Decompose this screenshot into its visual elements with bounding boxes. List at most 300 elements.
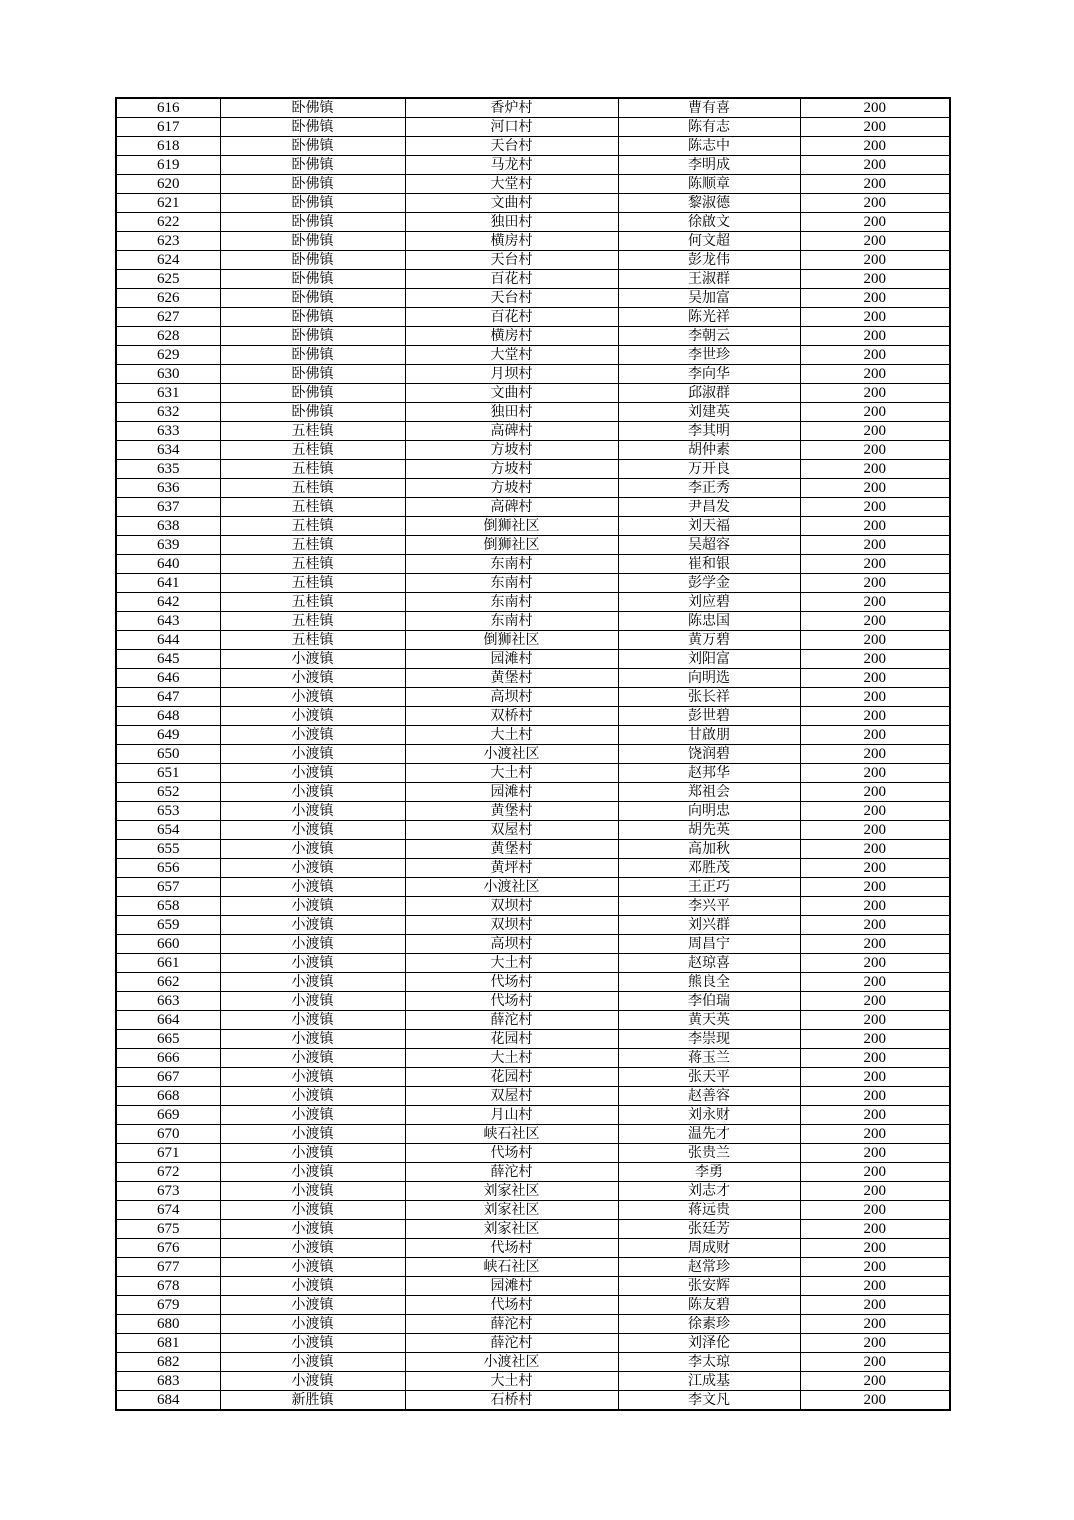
town-cell: 小渡镇 xyxy=(220,1125,405,1144)
table-row xyxy=(116,574,950,593)
village-cell: 独田村 xyxy=(405,213,618,232)
name-cell: 黄万碧 xyxy=(618,631,800,650)
row-number-cell: 644 xyxy=(116,631,220,650)
amount-cell: 200 xyxy=(800,365,950,384)
amount-cell: 200 xyxy=(800,384,950,403)
village-cell: 东南村 xyxy=(405,612,618,631)
village-cell: 文曲村 xyxy=(405,384,618,403)
village-cell: 河口村 xyxy=(405,118,618,137)
table-row xyxy=(116,840,950,859)
name-cell: 曹有喜 xyxy=(618,98,800,118)
table-row xyxy=(116,346,950,365)
village-cell: 代场村 xyxy=(405,992,618,1011)
village-cell: 东南村 xyxy=(405,555,618,574)
table-row xyxy=(116,232,950,251)
table-row xyxy=(116,1277,950,1296)
village-cell: 花园村 xyxy=(405,1030,618,1049)
row-number-cell: 641 xyxy=(116,574,220,593)
row-number-cell: 645 xyxy=(116,650,220,669)
table-row xyxy=(116,517,950,536)
village-cell: 天台村 xyxy=(405,251,618,270)
town-cell: 卧佛镇 xyxy=(220,327,405,346)
row-number-cell: 624 xyxy=(116,251,220,270)
table-row xyxy=(116,593,950,612)
town-cell: 卧佛镇 xyxy=(220,346,405,365)
row-number-cell: 672 xyxy=(116,1163,220,1182)
table-body xyxy=(116,98,950,1410)
row-number-cell: 633 xyxy=(116,422,220,441)
name-cell: 刘天福 xyxy=(618,517,800,536)
village-cell: 天台村 xyxy=(405,289,618,308)
table-row xyxy=(116,1144,950,1163)
table-row xyxy=(116,1220,950,1239)
amount-cell: 200 xyxy=(800,1391,950,1411)
row-number-cell: 637 xyxy=(116,498,220,517)
town-cell: 小渡镇 xyxy=(220,783,405,802)
amount-cell: 200 xyxy=(800,1296,950,1315)
name-cell: 刘志才 xyxy=(618,1182,800,1201)
town-cell: 小渡镇 xyxy=(220,1296,405,1315)
town-cell: 小渡镇 xyxy=(220,1334,405,1353)
amount-cell: 200 xyxy=(800,1125,950,1144)
row-number-cell: 642 xyxy=(116,593,220,612)
table-row xyxy=(116,327,950,346)
amount-cell: 200 xyxy=(800,1030,950,1049)
row-number-cell: 627 xyxy=(116,308,220,327)
name-cell: 张天平 xyxy=(618,1068,800,1087)
row-number-cell: 655 xyxy=(116,840,220,859)
name-cell: 高加秋 xyxy=(618,840,800,859)
name-cell: 陈顺章 xyxy=(618,175,800,194)
amount-cell: 200 xyxy=(800,574,950,593)
town-cell: 小渡镇 xyxy=(220,1163,405,1182)
village-cell: 月山村 xyxy=(405,1106,618,1125)
town-cell: 卧佛镇 xyxy=(220,251,405,270)
row-number-cell: 661 xyxy=(116,954,220,973)
name-cell: 周昌宁 xyxy=(618,935,800,954)
amount-cell: 200 xyxy=(800,1087,950,1106)
amount-cell: 200 xyxy=(800,1220,950,1239)
town-cell: 小渡镇 xyxy=(220,1353,405,1372)
row-number-cell: 648 xyxy=(116,707,220,726)
table-row xyxy=(116,251,950,270)
row-number-cell: 679 xyxy=(116,1296,220,1315)
name-cell: 刘阳富 xyxy=(618,650,800,669)
village-cell: 大堂村 xyxy=(405,175,618,194)
table-row xyxy=(116,669,950,688)
name-cell: 张廷芳 xyxy=(618,1220,800,1239)
table-row xyxy=(116,1391,950,1411)
name-cell: 李朝云 xyxy=(618,327,800,346)
table-row xyxy=(116,479,950,498)
table-row xyxy=(116,1068,950,1087)
village-cell: 百花村 xyxy=(405,270,618,289)
town-cell: 小渡镇 xyxy=(220,764,405,783)
village-cell: 方坡村 xyxy=(405,460,618,479)
row-number-cell: 620 xyxy=(116,175,220,194)
amount-cell: 200 xyxy=(800,973,950,992)
row-number-cell: 639 xyxy=(116,536,220,555)
table-row xyxy=(116,175,950,194)
village-cell: 横房村 xyxy=(405,327,618,346)
town-cell: 小渡镇 xyxy=(220,916,405,935)
table-row xyxy=(116,1011,950,1030)
table-row xyxy=(116,1353,950,1372)
town-cell: 五桂镇 xyxy=(220,479,405,498)
row-number-cell: 662 xyxy=(116,973,220,992)
row-number-cell: 652 xyxy=(116,783,220,802)
table-row xyxy=(116,1296,950,1315)
name-cell: 周成财 xyxy=(618,1239,800,1258)
town-cell: 小渡镇 xyxy=(220,1087,405,1106)
name-cell: 李太琼 xyxy=(618,1353,800,1372)
table-row xyxy=(116,194,950,213)
village-cell: 东南村 xyxy=(405,593,618,612)
table-row xyxy=(116,1334,950,1353)
town-cell: 小渡镇 xyxy=(220,973,405,992)
village-cell: 高坝村 xyxy=(405,935,618,954)
town-cell: 卧佛镇 xyxy=(220,289,405,308)
row-number-cell: 657 xyxy=(116,878,220,897)
village-cell: 峡石社区 xyxy=(405,1125,618,1144)
amount-cell: 200 xyxy=(800,517,950,536)
village-cell: 峡石社区 xyxy=(405,1258,618,1277)
table-row xyxy=(116,1106,950,1125)
town-cell: 五桂镇 xyxy=(220,612,405,631)
town-cell: 五桂镇 xyxy=(220,517,405,536)
village-cell: 薛沱村 xyxy=(405,1163,618,1182)
town-cell: 卧佛镇 xyxy=(220,384,405,403)
town-cell: 卧佛镇 xyxy=(220,403,405,422)
name-cell: 赵琼喜 xyxy=(618,954,800,973)
town-cell: 卧佛镇 xyxy=(220,98,405,118)
town-cell: 小渡镇 xyxy=(220,992,405,1011)
amount-cell: 200 xyxy=(800,688,950,707)
name-cell: 李伯瑞 xyxy=(618,992,800,1011)
village-cell: 代场村 xyxy=(405,1296,618,1315)
village-cell: 双屋村 xyxy=(405,1087,618,1106)
village-cell: 倒狮社区 xyxy=(405,536,618,555)
town-cell: 小渡镇 xyxy=(220,1277,405,1296)
table-row xyxy=(116,137,950,156)
amount-cell: 200 xyxy=(800,460,950,479)
amount-cell: 200 xyxy=(800,1277,950,1296)
name-cell: 彭世碧 xyxy=(618,707,800,726)
town-cell: 小渡镇 xyxy=(220,745,405,764)
table-row xyxy=(116,289,950,308)
row-number-cell: 618 xyxy=(116,137,220,156)
village-cell: 方坡村 xyxy=(405,441,618,460)
table-row xyxy=(116,1049,950,1068)
town-cell: 小渡镇 xyxy=(220,878,405,897)
town-cell: 小渡镇 xyxy=(220,1201,405,1220)
village-cell: 小渡社区 xyxy=(405,745,618,764)
amount-cell: 200 xyxy=(800,175,950,194)
name-cell: 蒋远贵 xyxy=(618,1201,800,1220)
village-cell: 大土村 xyxy=(405,726,618,745)
name-cell: 陈有志 xyxy=(618,118,800,137)
village-cell: 黄堡村 xyxy=(405,802,618,821)
village-cell: 百花村 xyxy=(405,308,618,327)
name-cell: 饶润碧 xyxy=(618,745,800,764)
name-cell: 李勇 xyxy=(618,1163,800,1182)
village-cell: 马龙村 xyxy=(405,156,618,175)
amount-cell: 200 xyxy=(800,992,950,1011)
village-cell: 石桥村 xyxy=(405,1391,618,1411)
amount-cell: 200 xyxy=(800,840,950,859)
name-cell: 温先才 xyxy=(618,1125,800,1144)
name-cell: 向明忠 xyxy=(618,802,800,821)
table-row xyxy=(116,460,950,479)
town-cell: 小渡镇 xyxy=(220,859,405,878)
town-cell: 卧佛镇 xyxy=(220,308,405,327)
village-cell: 双坝村 xyxy=(405,916,618,935)
name-cell: 何文超 xyxy=(618,232,800,251)
table-row xyxy=(116,1163,950,1182)
name-cell: 熊良全 xyxy=(618,973,800,992)
name-cell: 李向华 xyxy=(618,365,800,384)
amount-cell: 200 xyxy=(800,1353,950,1372)
village-cell: 高碑村 xyxy=(405,422,618,441)
row-number-cell: 663 xyxy=(116,992,220,1011)
amount-cell: 200 xyxy=(800,270,950,289)
amount-cell: 200 xyxy=(800,821,950,840)
village-cell: 大土村 xyxy=(405,1372,618,1391)
row-number-cell: 675 xyxy=(116,1220,220,1239)
row-number-cell: 658 xyxy=(116,897,220,916)
village-cell: 园滩村 xyxy=(405,783,618,802)
amount-cell: 200 xyxy=(800,118,950,137)
row-number-cell: 647 xyxy=(116,688,220,707)
amount-cell: 200 xyxy=(800,1106,950,1125)
table-row xyxy=(116,555,950,574)
table-row xyxy=(116,612,950,631)
village-cell: 月坝村 xyxy=(405,365,618,384)
village-cell: 园滩村 xyxy=(405,650,618,669)
name-cell: 胡仲素 xyxy=(618,441,800,460)
amount-cell: 200 xyxy=(800,593,950,612)
village-cell: 独田村 xyxy=(405,403,618,422)
town-cell: 小渡镇 xyxy=(220,954,405,973)
amount-cell: 200 xyxy=(800,726,950,745)
amount-cell: 200 xyxy=(800,631,950,650)
amount-cell: 200 xyxy=(800,1144,950,1163)
town-cell: 五桂镇 xyxy=(220,631,405,650)
town-cell: 卧佛镇 xyxy=(220,156,405,175)
table-row xyxy=(116,1239,950,1258)
town-cell: 小渡镇 xyxy=(220,1144,405,1163)
row-number-cell: 683 xyxy=(116,1372,220,1391)
table-row xyxy=(116,897,950,916)
amount-cell: 200 xyxy=(800,137,950,156)
amount-cell: 200 xyxy=(800,422,950,441)
row-number-cell: 616 xyxy=(116,98,220,118)
table-row xyxy=(116,270,950,289)
town-cell: 卧佛镇 xyxy=(220,175,405,194)
table-row xyxy=(116,308,950,327)
village-cell: 双坝村 xyxy=(405,897,618,916)
town-cell: 小渡镇 xyxy=(220,821,405,840)
name-cell: 刘建英 xyxy=(618,403,800,422)
village-cell: 小渡社区 xyxy=(405,878,618,897)
amount-cell: 200 xyxy=(800,346,950,365)
table-row xyxy=(116,498,950,517)
row-number-cell: 638 xyxy=(116,517,220,536)
table-row xyxy=(116,878,950,897)
name-cell: 李兴平 xyxy=(618,897,800,916)
table-row xyxy=(116,213,950,232)
name-cell: 李其明 xyxy=(618,422,800,441)
amount-cell: 200 xyxy=(800,802,950,821)
row-number-cell: 677 xyxy=(116,1258,220,1277)
row-number-cell: 640 xyxy=(116,555,220,574)
town-cell: 小渡镇 xyxy=(220,1258,405,1277)
amount-cell: 200 xyxy=(800,403,950,422)
village-cell: 文曲村 xyxy=(405,194,618,213)
name-cell: 万开良 xyxy=(618,460,800,479)
name-cell: 刘泽伦 xyxy=(618,1334,800,1353)
amount-cell: 200 xyxy=(800,1372,950,1391)
row-number-cell: 684 xyxy=(116,1391,220,1411)
name-cell: 赵邦华 xyxy=(618,764,800,783)
town-cell: 小渡镇 xyxy=(220,897,405,916)
row-number-cell: 656 xyxy=(116,859,220,878)
village-cell: 刘家社区 xyxy=(405,1201,618,1220)
amount-cell: 200 xyxy=(800,650,950,669)
row-number-cell: 671 xyxy=(116,1144,220,1163)
amount-cell: 200 xyxy=(800,764,950,783)
village-cell: 黄堡村 xyxy=(405,669,618,688)
table-row xyxy=(116,935,950,954)
town-cell: 小渡镇 xyxy=(220,669,405,688)
table-row xyxy=(116,973,950,992)
name-cell: 刘永财 xyxy=(618,1106,800,1125)
town-cell: 小渡镇 xyxy=(220,650,405,669)
amount-cell: 200 xyxy=(800,327,950,346)
table-row xyxy=(116,802,950,821)
amount-cell: 200 xyxy=(800,783,950,802)
name-cell: 崔和银 xyxy=(618,555,800,574)
row-number-cell: 650 xyxy=(116,745,220,764)
town-cell: 小渡镇 xyxy=(220,1106,405,1125)
name-cell: 陈志中 xyxy=(618,137,800,156)
row-number-cell: 664 xyxy=(116,1011,220,1030)
amount-cell: 200 xyxy=(800,213,950,232)
amount-cell: 200 xyxy=(800,308,950,327)
row-number-cell: 660 xyxy=(116,935,220,954)
name-cell: 蒋玉兰 xyxy=(618,1049,800,1068)
table-row xyxy=(116,365,950,384)
name-cell: 徐啟文 xyxy=(618,213,800,232)
town-cell: 卧佛镇 xyxy=(220,232,405,251)
town-cell: 五桂镇 xyxy=(220,536,405,555)
table-row xyxy=(116,745,950,764)
town-cell: 小渡镇 xyxy=(220,1068,405,1087)
amount-cell: 200 xyxy=(800,897,950,916)
row-number-cell: 668 xyxy=(116,1087,220,1106)
table-row xyxy=(116,1182,950,1201)
name-cell: 张长祥 xyxy=(618,688,800,707)
town-cell: 卧佛镇 xyxy=(220,118,405,137)
row-number-cell: 626 xyxy=(116,289,220,308)
row-number-cell: 629 xyxy=(116,346,220,365)
village-cell: 大土村 xyxy=(405,764,618,783)
table-row xyxy=(116,688,950,707)
amount-cell: 200 xyxy=(800,878,950,897)
amount-cell: 200 xyxy=(800,612,950,631)
town-cell: 五桂镇 xyxy=(220,555,405,574)
amount-cell: 200 xyxy=(800,935,950,954)
name-cell: 王淑群 xyxy=(618,270,800,289)
row-number-cell: 676 xyxy=(116,1239,220,1258)
village-cell: 横房村 xyxy=(405,232,618,251)
town-cell: 小渡镇 xyxy=(220,802,405,821)
name-cell: 黄天英 xyxy=(618,1011,800,1030)
table-row xyxy=(116,859,950,878)
row-number-cell: 665 xyxy=(116,1030,220,1049)
row-number-cell: 651 xyxy=(116,764,220,783)
row-number-cell: 649 xyxy=(116,726,220,745)
town-cell: 卧佛镇 xyxy=(220,137,405,156)
town-cell: 五桂镇 xyxy=(220,460,405,479)
name-cell: 吴超容 xyxy=(618,536,800,555)
row-number-cell: 678 xyxy=(116,1277,220,1296)
amount-cell: 200 xyxy=(800,1049,950,1068)
town-cell: 小渡镇 xyxy=(220,688,405,707)
amount-cell: 200 xyxy=(800,1334,950,1353)
row-number-cell: 623 xyxy=(116,232,220,251)
town-cell: 小渡镇 xyxy=(220,840,405,859)
table-row xyxy=(116,403,950,422)
row-number-cell: 682 xyxy=(116,1353,220,1372)
name-cell: 李正秀 xyxy=(618,479,800,498)
town-cell: 小渡镇 xyxy=(220,1220,405,1239)
town-cell: 五桂镇 xyxy=(220,498,405,517)
town-cell: 卧佛镇 xyxy=(220,194,405,213)
town-cell: 小渡镇 xyxy=(220,1030,405,1049)
town-cell: 小渡镇 xyxy=(220,935,405,954)
row-number-cell: 681 xyxy=(116,1334,220,1353)
town-cell: 小渡镇 xyxy=(220,1372,405,1391)
row-number-cell: 667 xyxy=(116,1068,220,1087)
village-cell: 薛沱村 xyxy=(405,1334,618,1353)
village-cell: 双桥村 xyxy=(405,707,618,726)
name-cell: 赵善容 xyxy=(618,1087,800,1106)
row-number-cell: 659 xyxy=(116,916,220,935)
name-cell: 彭龙伟 xyxy=(618,251,800,270)
table-row xyxy=(116,441,950,460)
village-cell: 代场村 xyxy=(405,973,618,992)
village-cell: 薛沱村 xyxy=(405,1315,618,1334)
row-number-cell: 646 xyxy=(116,669,220,688)
village-cell: 高坝村 xyxy=(405,688,618,707)
village-cell: 黄坪村 xyxy=(405,859,618,878)
table-row xyxy=(116,783,950,802)
amount-cell: 200 xyxy=(800,441,950,460)
table-row xyxy=(116,821,950,840)
amount-cell: 200 xyxy=(800,194,950,213)
amount-cell: 200 xyxy=(800,1258,950,1277)
table-row xyxy=(116,156,950,175)
table-row xyxy=(116,1125,950,1144)
row-number-cell: 630 xyxy=(116,365,220,384)
amount-cell: 200 xyxy=(800,1011,950,1030)
village-cell: 大土村 xyxy=(405,1049,618,1068)
village-cell: 倒狮社区 xyxy=(405,631,618,650)
village-cell: 刘家社区 xyxy=(405,1220,618,1239)
village-cell: 代场村 xyxy=(405,1144,618,1163)
amount-cell: 200 xyxy=(800,479,950,498)
